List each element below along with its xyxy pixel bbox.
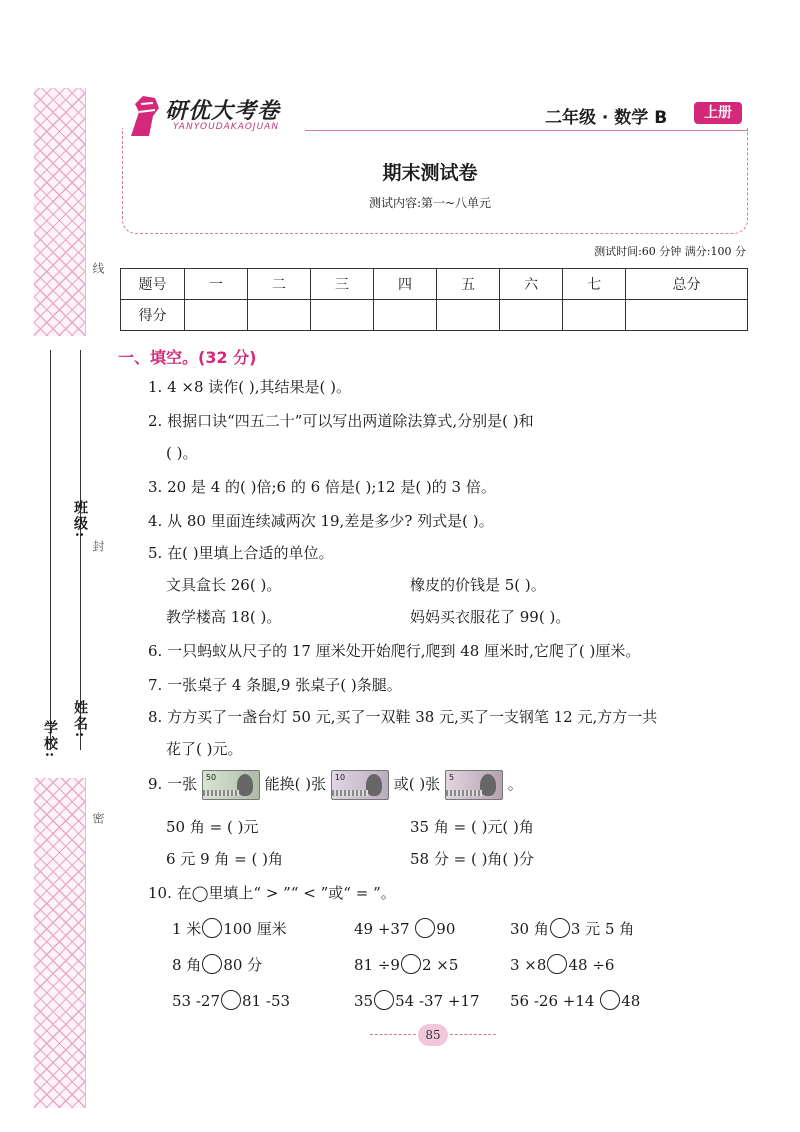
- banknote-5-icon: [445, 770, 503, 800]
- note-value-5: 5: [448, 773, 455, 782]
- score-input-cell[interactable]: [563, 300, 626, 331]
- question-9b: 35 角 = ( )元( )角: [410, 818, 534, 836]
- compare-right: 3 元 5 角: [570, 920, 635, 938]
- question-5d: 妈妈买衣服花了 99( )。: [410, 608, 571, 626]
- grade-subject: 二年级 · 数学 B: [545, 108, 668, 128]
- compare-right: 54 -37 +17: [395, 992, 480, 1010]
- question-2: 2. 根据口诀“四五二十”可以写出两道除法算式,分别是( )和: [148, 412, 534, 430]
- q9-prefix: 9. 一张: [148, 775, 198, 793]
- table-cell: 得分: [121, 300, 185, 331]
- compare-right: 100 厘米: [223, 920, 287, 938]
- cut-mark-secret: 密: [91, 812, 105, 824]
- question-6: 6. 一只蚂蚁从尺子的 17 厘米处开始爬行,爬到 48 厘米时,它爬了( )厘米。: [148, 642, 641, 660]
- binding-margin: [34, 88, 86, 1108]
- footer-rule-right: [450, 1034, 496, 1035]
- compare-5: [354, 954, 458, 974]
- compare-4: [172, 954, 262, 975]
- table-cell: 一: [185, 269, 248, 300]
- compare-6: [510, 954, 614, 974]
- compare-circle[interactable]: [221, 990, 241, 1010]
- table-cell: 二: [248, 269, 311, 300]
- score-table: [120, 268, 748, 331]
- table-cell: 六: [500, 269, 563, 300]
- test-content: 测试内容:第一~八单元: [368, 196, 492, 210]
- question-8-cont: 花了( )元。: [166, 740, 243, 758]
- logo-text: 研优大考卷: [165, 99, 281, 124]
- compare-left: 3 ×8: [510, 956, 547, 974]
- question-5c: 教学楼高 18( )。: [166, 608, 282, 626]
- compare-right: 48 ÷6: [568, 956, 615, 974]
- compare-circle[interactable]: [202, 918, 222, 938]
- table-score-row: [121, 300, 748, 331]
- question-9a: 50 角 = ( )元: [166, 818, 259, 836]
- banknote-50-icon: [202, 770, 260, 800]
- compare-right: 90: [436, 920, 456, 938]
- note-value-10: 10: [334, 773, 346, 782]
- school-name-line: [50, 350, 51, 750]
- volume-badge: 上册: [694, 102, 742, 124]
- question-9: [148, 770, 523, 800]
- name-label: 姓名:: [72, 700, 88, 740]
- question-2-cont: ( )。: [166, 444, 198, 462]
- cut-mark-line: 线: [91, 262, 105, 274]
- compare-circle[interactable]: [415, 918, 435, 938]
- table-header-row: [121, 269, 748, 300]
- compare-left: 1 米: [172, 920, 202, 938]
- compare-right: 48: [621, 992, 641, 1010]
- question-5a: 文具盒长 26( )。: [166, 576, 282, 594]
- compare-3: [510, 918, 634, 939]
- question-9c: 6 元 9 角 = ( )角: [166, 850, 283, 868]
- score-input-cell[interactable]: [185, 300, 248, 331]
- compare-2: [354, 918, 455, 938]
- question-4: 4. 从 80 里面连续减两次 19,差是多少? 列式是( )。: [148, 512, 494, 530]
- table-cell: 四: [374, 269, 437, 300]
- question-8: 8. 方方买了一盏台灯 50 元,买了一双鞋 38 元,买了一支钢笔 12 元,方方一共: [148, 708, 658, 726]
- compare-circle[interactable]: [374, 990, 394, 1010]
- question-7: 7. 一张桌子 4 条腿,9 张桌子( )条腿。: [148, 676, 402, 694]
- table-cell: 三: [311, 269, 374, 300]
- q9-mid1: 能换( )张: [264, 775, 327, 793]
- compare-circle[interactable]: [401, 954, 421, 974]
- question-5b: 橡皮的价钱是 5( )。: [410, 576, 546, 594]
- table-cell: 七: [563, 269, 626, 300]
- compare-left: 53 -27: [172, 992, 221, 1010]
- page-title: 期末测试卷: [382, 162, 478, 184]
- class-label: 班级:: [72, 500, 88, 540]
- score-input-cell[interactable]: [626, 300, 748, 331]
- q9-mid2: 或( )张: [393, 775, 441, 793]
- compare-circle[interactable]: [547, 954, 567, 974]
- compare-left: 81 ÷9: [354, 956, 400, 974]
- page-number: 85: [418, 1024, 448, 1046]
- school-label: 学校:: [42, 720, 58, 760]
- compare-7: [172, 990, 290, 1010]
- compare-9: [510, 990, 640, 1010]
- footer-rule-left: [370, 1034, 416, 1035]
- compare-circle[interactable]: [202, 954, 222, 974]
- compare-circle[interactable]: [550, 918, 570, 938]
- question-3: 3. 20 是 4 的( )倍;6 的 6 倍是( );12 是( )的 3 倍。: [148, 478, 496, 496]
- table-cell: 题号: [121, 269, 185, 300]
- lattice-pattern-top: [34, 88, 86, 336]
- score-input-cell[interactable]: [437, 300, 500, 331]
- question-1: 1. 4 ×8 读作( ),其结果是( )。: [148, 378, 351, 396]
- question-10: 10. 在◯里填上“ > ”“ < ”或“ = ”。: [148, 884, 396, 902]
- lattice-pattern-bottom: [34, 778, 86, 1108]
- compare-1: [172, 918, 287, 939]
- class-line: [80, 350, 81, 750]
- banknote-10-icon: [331, 770, 389, 800]
- compare-8: [354, 990, 480, 1010]
- test-time-score: 测试时间:60 分钟 满分:100 分: [594, 245, 746, 258]
- compare-left: 8 角: [172, 956, 202, 974]
- compare-circle[interactable]: [600, 990, 620, 1010]
- table-cell: 总分: [626, 269, 748, 300]
- q9-end: 。: [507, 775, 523, 793]
- table-cell: 五: [437, 269, 500, 300]
- compare-right: 81 -53: [242, 992, 291, 1010]
- compare-right: 80 分: [223, 956, 263, 974]
- compare-left: 49 +37: [354, 920, 410, 938]
- logo-subtext: YANYOUDAKAOJUAN: [173, 122, 280, 132]
- question-5: 5. 在( )里填上合适的单位。: [148, 544, 334, 562]
- compare-left: 35: [354, 992, 374, 1010]
- question-9d: 58 分 = ( )角( )分: [410, 850, 534, 868]
- section-title: 一、填空。(32 分): [118, 348, 257, 367]
- compare-right: 2 ×5: [421, 956, 459, 974]
- note-value-50: 50: [205, 773, 217, 782]
- score-input-cell[interactable]: [500, 300, 563, 331]
- score-input-cell[interactable]: [311, 300, 374, 331]
- compare-left: 30 角: [510, 920, 549, 938]
- cut-mark-seal: 封: [91, 540, 105, 552]
- compare-left: 56 -26 +14: [510, 992, 595, 1010]
- score-input-cell[interactable]: [248, 300, 311, 331]
- score-input-cell[interactable]: [374, 300, 437, 331]
